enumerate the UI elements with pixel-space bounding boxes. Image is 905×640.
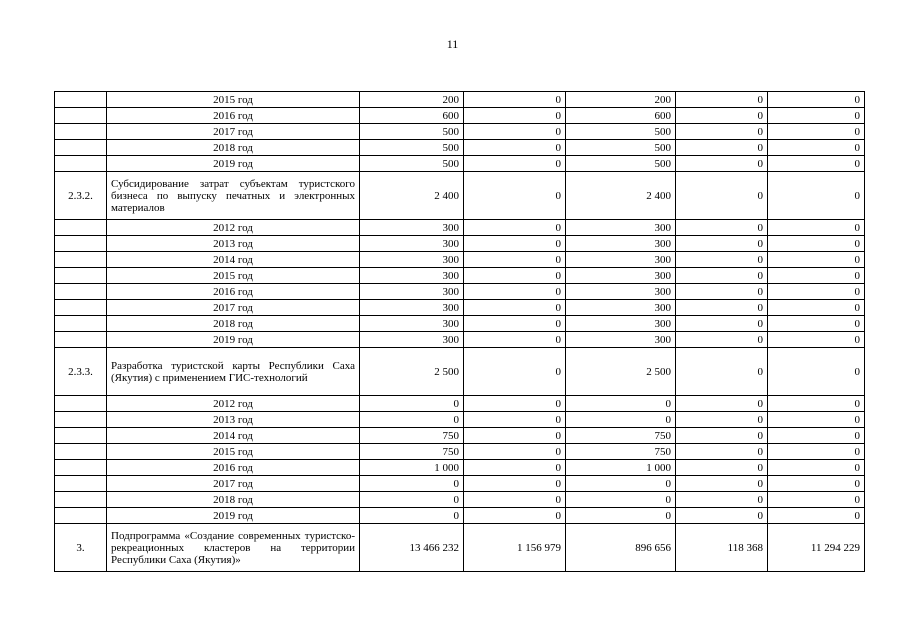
item-code-cell [55,220,107,236]
value-cell-1: 200 [360,92,464,108]
value-cell-1: 750 [360,444,464,460]
year-label-cell: 2016 год [107,460,360,476]
value-cell-3: 300 [566,316,676,332]
value-cell-2: 0 [464,172,566,220]
table-row-year [55,412,865,428]
year-label-cell: 2019 год [107,156,360,172]
year-label-cell: 2013 год [107,412,360,428]
value-cell-2: 0 [464,108,566,124]
year-label-cell: 2012 год [107,396,360,412]
year-label-cell: 2019 год [107,508,360,524]
value-cell-2: 0 [464,156,566,172]
value-cell-3: 300 [566,332,676,348]
table-row-year [55,252,865,268]
table-row-year [55,108,865,124]
value-cell-5: 0 [768,332,865,348]
value-cell-2: 0 [464,332,566,348]
value-cell-2: 0 [464,316,566,332]
item-code-cell [55,252,107,268]
table-row-year [55,92,865,108]
value-cell-1: 0 [360,412,464,428]
value-cell-3: 0 [566,476,676,492]
value-cell-4: 0 [676,316,768,332]
year-label-cell: 2018 год [107,140,360,156]
value-cell-1: 500 [360,140,464,156]
budget-table [54,91,865,572]
value-cell-3: 750 [566,444,676,460]
value-cell-1: 500 [360,124,464,140]
value-cell-1: 300 [360,268,464,284]
year-label-cell: 2018 год [107,316,360,332]
value-cell-3: 0 [566,412,676,428]
value-cell-1: 300 [360,300,464,316]
table-row-year [55,220,865,236]
value-cell-3: 300 [566,220,676,236]
value-cell-4: 0 [676,444,768,460]
item-code-cell [55,492,107,508]
value-cell-5: 0 [768,412,865,428]
item-code-cell: 2.3.2. [55,172,107,220]
value-cell-2: 0 [464,412,566,428]
item-code-cell [55,140,107,156]
value-cell-3: 600 [566,108,676,124]
value-cell-2: 0 [464,396,566,412]
item-code-cell [55,156,107,172]
value-cell-2: 0 [464,92,566,108]
item-code-cell [55,284,107,300]
value-cell-3: 0 [566,508,676,524]
value-cell-4: 0 [676,220,768,236]
table-row-year [55,396,865,412]
value-cell-1: 750 [360,428,464,444]
value-cell-5: 0 [768,284,865,300]
value-cell-2: 0 [464,348,566,396]
table-row-year [55,124,865,140]
item-code-cell: 3. [55,524,107,572]
table-row-year [55,316,865,332]
value-cell-4: 0 [676,252,768,268]
value-cell-5: 0 [768,316,865,332]
value-cell-3: 300 [566,284,676,300]
value-cell-4: 0 [676,236,768,252]
value-cell-5: 11 294 229 [768,524,865,572]
value-cell-4: 0 [676,268,768,284]
value-cell-4: 0 [676,124,768,140]
table-row-year [55,508,865,524]
table-body [55,92,865,572]
item-code-cell [55,428,107,444]
value-cell-2: 0 [464,444,566,460]
value-cell-4: 0 [676,108,768,124]
item-code-cell [55,316,107,332]
value-cell-5: 0 [768,220,865,236]
value-cell-3: 750 [566,428,676,444]
value-cell-2: 0 [464,284,566,300]
item-description-cell: Разработка туристской карты Республики Саха (Якутия) с применением ГИС-технологий [107,348,360,396]
item-code-cell [55,396,107,412]
value-cell-2: 0 [464,300,566,316]
value-cell-3: 300 [566,268,676,284]
table-row-year [55,284,865,300]
value-cell-4: 118 368 [676,524,768,572]
value-cell-5: 0 [768,124,865,140]
value-cell-1: 0 [360,476,464,492]
page-number: 11 [446,37,459,51]
value-cell-3: 500 [566,140,676,156]
year-label-cell: 2016 год [107,284,360,300]
item-code-cell [55,460,107,476]
item-code-cell: 2.3.3. [55,348,107,396]
value-cell-5: 0 [768,172,865,220]
table-row-year [55,444,865,460]
value-cell-2: 0 [464,220,566,236]
value-cell-5: 0 [768,428,865,444]
value-cell-5: 0 [768,476,865,492]
value-cell-4: 0 [676,460,768,476]
year-label-cell: 2015 год [107,268,360,284]
value-cell-2: 0 [464,268,566,284]
value-cell-1: 0 [360,508,464,524]
year-label-cell: 2017 год [107,300,360,316]
value-cell-3: 500 [566,124,676,140]
value-cell-2: 1 156 979 [464,524,566,572]
year-label-cell: 2017 год [107,124,360,140]
table-row-year [55,140,865,156]
value-cell-4: 0 [676,140,768,156]
year-label-cell: 2012 год [107,220,360,236]
table-row-year [55,300,865,316]
value-cell-5: 0 [768,252,865,268]
value-cell-4: 0 [676,412,768,428]
item-code-cell [55,332,107,348]
value-cell-5: 0 [768,140,865,156]
value-cell-3: 2 400 [566,172,676,220]
value-cell-3: 1 000 [566,460,676,476]
table-row-year [55,460,865,476]
item-code-cell [55,476,107,492]
value-cell-5: 0 [768,156,865,172]
value-cell-2: 0 [464,140,566,156]
year-label-cell: 2015 год [107,92,360,108]
value-cell-5: 0 [768,300,865,316]
value-cell-4: 0 [676,172,768,220]
value-cell-3: 896 656 [566,524,676,572]
year-label-cell: 2017 год [107,476,360,492]
item-code-cell [55,92,107,108]
value-cell-5: 0 [768,268,865,284]
item-code-cell [55,268,107,284]
value-cell-1: 500 [360,156,464,172]
value-cell-5: 0 [768,92,865,108]
value-cell-3: 0 [566,492,676,508]
value-cell-2: 0 [464,124,566,140]
item-code-cell [55,108,107,124]
item-description-cell: Субсидирование затрат субъектам туристского бизнеса по выпуску печатных и электронных материалов [107,172,360,220]
value-cell-2: 0 [464,460,566,476]
value-cell-2: 0 [464,492,566,508]
value-cell-4: 0 [676,332,768,348]
item-code-cell [55,236,107,252]
value-cell-5: 0 [768,460,865,476]
table-row-year [55,268,865,284]
table-row-item [55,524,865,572]
value-cell-1: 2 400 [360,172,464,220]
value-cell-2: 0 [464,236,566,252]
value-cell-5: 0 [768,348,865,396]
year-label-cell: 2014 год [107,428,360,444]
value-cell-4: 0 [676,396,768,412]
value-cell-1: 0 [360,396,464,412]
year-label-cell: 2015 год [107,444,360,460]
table-row-year [55,476,865,492]
value-cell-3: 500 [566,156,676,172]
value-cell-4: 0 [676,348,768,396]
value-cell-4: 0 [676,92,768,108]
value-cell-5: 0 [768,108,865,124]
value-cell-4: 0 [676,428,768,444]
value-cell-1: 300 [360,284,464,300]
value-cell-1: 300 [360,252,464,268]
value-cell-5: 0 [768,236,865,252]
value-cell-1: 1 000 [360,460,464,476]
table-row-year [55,492,865,508]
value-cell-2: 0 [464,252,566,268]
value-cell-3: 300 [566,300,676,316]
table-row-item [55,172,865,220]
value-cell-5: 0 [768,508,865,524]
value-cell-1: 300 [360,236,464,252]
value-cell-1: 0 [360,492,464,508]
value-cell-2: 0 [464,508,566,524]
value-cell-1: 600 [360,108,464,124]
value-cell-3: 200 [566,92,676,108]
value-cell-4: 0 [676,300,768,316]
value-cell-1: 300 [360,316,464,332]
value-cell-1: 13 466 232 [360,524,464,572]
value-cell-1: 2 500 [360,348,464,396]
year-label-cell: 2019 год [107,332,360,348]
year-label-cell: 2018 год [107,492,360,508]
value-cell-5: 0 [768,444,865,460]
value-cell-2: 0 [464,476,566,492]
item-code-cell [55,300,107,316]
value-cell-5: 0 [768,396,865,412]
year-label-cell: 2013 год [107,236,360,252]
table-row-item [55,348,865,396]
value-cell-2: 0 [464,428,566,444]
value-cell-4: 0 [676,156,768,172]
year-label-cell: 2014 год [107,252,360,268]
value-cell-3: 300 [566,252,676,268]
item-code-cell [55,124,107,140]
value-cell-1: 300 [360,220,464,236]
value-cell-3: 2 500 [566,348,676,396]
item-code-cell [55,444,107,460]
table-row-year [55,236,865,252]
table-row-year [55,428,865,444]
value-cell-4: 0 [676,476,768,492]
value-cell-4: 0 [676,492,768,508]
item-code-cell [55,508,107,524]
item-description-cell: Подпрограмма «Создание современных туристско-рекреационных кластеров на территории Республики Саха (Якутия)» [107,524,360,572]
value-cell-4: 0 [676,508,768,524]
value-cell-1: 300 [360,332,464,348]
item-code-cell [55,412,107,428]
table-row-year [55,156,865,172]
year-label-cell: 2016 год [107,108,360,124]
value-cell-5: 0 [768,492,865,508]
value-cell-4: 0 [676,284,768,300]
value-cell-3: 0 [566,396,676,412]
value-cell-3: 300 [566,236,676,252]
table-row-year [55,332,865,348]
